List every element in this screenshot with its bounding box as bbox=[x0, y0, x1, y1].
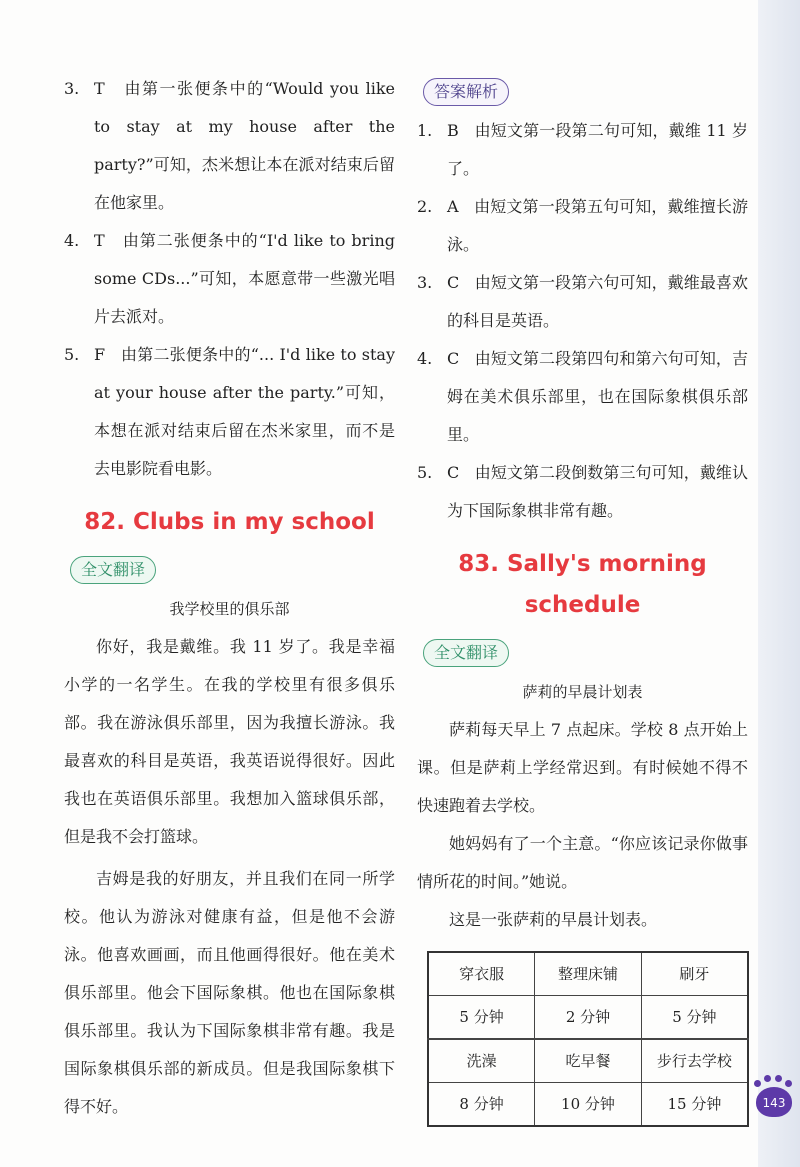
table-cell: 刷牙 bbox=[641, 952, 748, 996]
table-cell: 10 分钟 bbox=[535, 1083, 642, 1127]
item-answer: T bbox=[94, 231, 105, 250]
item-text: 由第二张便条中的“I'd like to bring some CDs...”可知，本愿意带一些激光唱片去派对。 bbox=[94, 231, 395, 326]
item-answer: C bbox=[447, 273, 460, 292]
item-text: 由短文第一段第五句可知，戴维擅长游泳。 bbox=[447, 197, 748, 254]
schedule-table bbox=[427, 951, 749, 1127]
translation-subtitle: 萨莉的早晨计划表 bbox=[522, 683, 643, 701]
table-cell: 吃早餐 bbox=[535, 1039, 642, 1083]
translation-subtitle: 我学校里的俱乐部 bbox=[169, 600, 290, 618]
item-number: 4. bbox=[64, 231, 80, 250]
answer-item bbox=[64, 222, 395, 336]
page-edge bbox=[758, 0, 800, 1167]
table-cell: 整理床铺 bbox=[535, 952, 642, 996]
answer-analysis-badge: 答案解析 bbox=[423, 78, 509, 106]
table-cell: 洗澡 bbox=[428, 1039, 535, 1083]
paragraph: 萨莉每天早上 7 点起床。学校 8 点开始上课。但是萨莉上学经常迟到。有时候她不得不快速跑着去学校。 bbox=[417, 720, 748, 815]
item-text: 由短文第二段第四句和第六句可知，吉姆在美术俱乐部里，也在国际象棋俱乐部里。 bbox=[447, 349, 748, 444]
answer-item bbox=[64, 336, 395, 488]
paragraph: 吉姆是我的好朋友，并且我们在同一所学校。他认为游泳对健康有益，但是他不会游泳。他喜欢画画，而且他画得很好。他在美术俱乐部里。他会下国际象棋。他也在国际象棋俱乐部里。我认为下国际象棋非常有趣。我是国际象棋俱乐部的新成员。但是我国际象棋下得不好。 bbox=[64, 869, 395, 1116]
item-answer: C bbox=[447, 349, 460, 368]
answer-item bbox=[417, 340, 748, 454]
paragraph: 她妈妈有了一个主意。“你应该记录你做事情所花的时间。”她说。 bbox=[417, 834, 748, 891]
left-answers bbox=[64, 70, 395, 488]
paragraph: 你好，我是戴维。我 11 岁了。我是幸福小学的一名学生。在我的学校里有很多俱乐部。我在游泳俱乐部里，因为我擅长游泳。我最喜欢的科目是英语，我英语说得很好。因此我也在英语俱乐部里。我想加入篮球俱乐部，但是我不会打篮球。 bbox=[64, 637, 395, 846]
paw-toe-icon bbox=[785, 1080, 792, 1087]
section-83-translation bbox=[417, 673, 748, 939]
item-number: 1. bbox=[417, 121, 433, 140]
item-text: 由第一张便条中的“Would you like to stay at my house after the party?”可知，杰米想让本在派对结束后留在他家里。 bbox=[94, 79, 395, 212]
page-number-paw bbox=[754, 1073, 794, 1117]
table-row bbox=[428, 1039, 748, 1083]
item-number: 3. bbox=[417, 273, 433, 292]
item-number: 5. bbox=[64, 345, 80, 364]
item-answer: F bbox=[94, 345, 106, 364]
item-number: 2. bbox=[417, 197, 433, 216]
section-82-translation bbox=[64, 590, 395, 1126]
table-row bbox=[428, 952, 748, 996]
left-column bbox=[64, 70, 395, 1126]
table-cell: 15 分钟 bbox=[641, 1083, 748, 1127]
item-text: 由短文第二段倒数第三句可知，戴维认为下国际象棋非常有趣。 bbox=[447, 463, 748, 520]
answer-item bbox=[417, 454, 748, 530]
paw-toe-icon bbox=[754, 1080, 761, 1087]
title-line: schedule bbox=[524, 592, 641, 618]
item-number: 4. bbox=[417, 349, 433, 368]
section-83-title bbox=[417, 544, 748, 626]
page-number: 143 bbox=[756, 1087, 792, 1117]
item-answer: B bbox=[447, 121, 459, 140]
item-text: 由短文第一段第六句可知，戴维最喜欢的科目是英语。 bbox=[447, 273, 748, 330]
analysis-answers bbox=[417, 112, 748, 530]
item-answer: A bbox=[447, 197, 459, 216]
table-cell: 穿衣服 bbox=[428, 952, 535, 996]
table-cell: 8 分钟 bbox=[428, 1083, 535, 1127]
answer-item bbox=[64, 70, 395, 222]
table-cell: 5 分钟 bbox=[428, 996, 535, 1040]
item-answer: T bbox=[94, 79, 105, 98]
paw-toe-icon bbox=[775, 1075, 782, 1082]
translation-badge: 全文翻译 bbox=[70, 556, 156, 584]
item-text: 由短文第一段第二句可知，戴维 11 岁了。 bbox=[447, 121, 748, 178]
item-answer: C bbox=[447, 463, 460, 482]
table-row bbox=[428, 1083, 748, 1127]
item-number: 5. bbox=[417, 463, 433, 482]
paragraph: 这是一张萨莉的早晨计划表。 bbox=[449, 910, 658, 929]
answer-item bbox=[417, 112, 748, 188]
table-cell: 2 分钟 bbox=[535, 996, 642, 1040]
table-cell: 步行去学校 bbox=[641, 1039, 748, 1083]
right-column bbox=[417, 70, 748, 1127]
item-text: 由第二张便条中的“... I'd like to stay at your house after the party.”可知，本想在派对结束后留在杰米家里，而不是去电影院看电影。 bbox=[94, 345, 395, 478]
item-number: 3. bbox=[64, 79, 80, 98]
translation-badge: 全文翻译 bbox=[423, 639, 509, 667]
answer-item bbox=[417, 188, 748, 264]
table-cell: 5 分钟 bbox=[641, 996, 748, 1040]
answer-item bbox=[417, 264, 748, 340]
table-row bbox=[428, 996, 748, 1040]
title-line: 83. Sally's morning bbox=[458, 551, 707, 577]
section-82-title: 82. Clubs in my school bbox=[84, 509, 375, 535]
paw-toe-icon bbox=[764, 1075, 771, 1082]
